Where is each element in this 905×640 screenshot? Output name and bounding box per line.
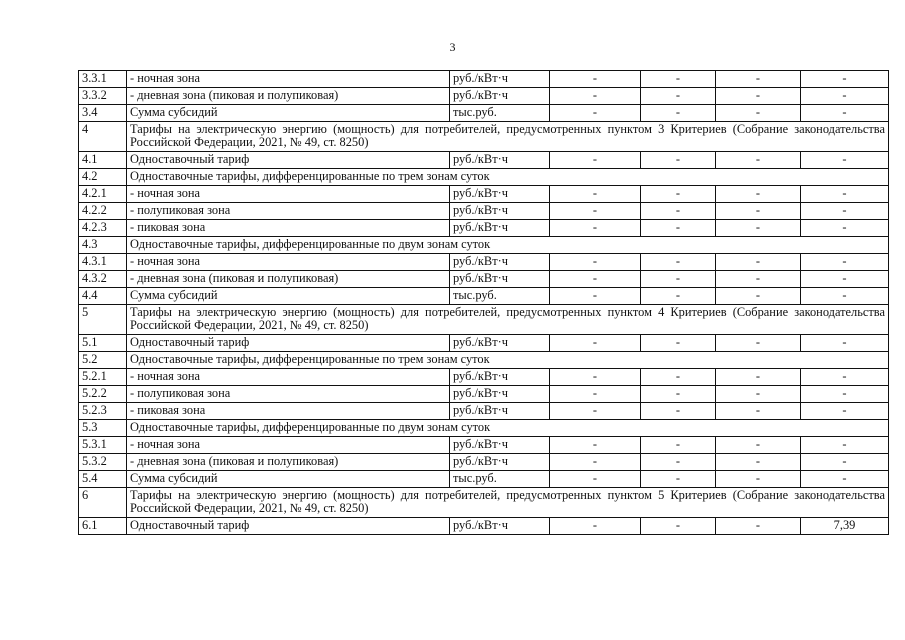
row-description: Одноставочный тариф [127, 518, 450, 535]
value-cell-3: - [716, 88, 801, 105]
value-cell-4: - [801, 369, 889, 386]
row-description: - пиковая зона [127, 220, 450, 237]
table-row [79, 305, 889, 335]
row-description: - пиковая зона [127, 403, 450, 420]
table-row [79, 203, 889, 220]
row-unit: руб./кВт·ч [450, 203, 550, 220]
tariff-table [78, 70, 889, 535]
value-cell-4: - [801, 105, 889, 122]
row-number: 5.4 [79, 471, 127, 488]
row-description: - ночная зона [127, 186, 450, 203]
table-row [79, 237, 889, 254]
row-unit: тыс.руб. [450, 105, 550, 122]
value-cell-4: - [801, 403, 889, 420]
page-number: 3 [449, 40, 456, 54]
table-row [79, 122, 889, 152]
row-number: 4.3 [79, 237, 127, 254]
row-description: - ночная зона [127, 369, 450, 386]
value-cell-1: - [550, 403, 641, 420]
section-heading: Тарифы на электрическую энергию (мощность) для потребителей, предусмотренных пунктом 4 Критериев (Собрание законодательства Российской Федерации, 2021, № 49, ст. 8250) [127, 305, 889, 335]
value-cell-1: - [550, 88, 641, 105]
value-cell-2: - [641, 254, 716, 271]
value-cell-4: - [801, 71, 889, 88]
section-heading: Тарифы на электрическую энергию (мощность) для потребителей, предусмотренных пунктом 3 Критериев (Собрание законодательства Российской Федерации, 2021, № 49, ст. 8250) [127, 122, 889, 152]
row-unit: руб./кВт·ч [450, 335, 550, 352]
table-row [79, 186, 889, 203]
table-row [79, 169, 889, 186]
value-cell-2: - [641, 105, 716, 122]
value-cell-3: - [716, 471, 801, 488]
row-number: 4.4 [79, 288, 127, 305]
value-cell-2: - [641, 186, 716, 203]
value-cell-1: - [550, 471, 641, 488]
value-cell-3: - [716, 369, 801, 386]
tariff-table-body [79, 71, 889, 535]
value-cell-1: - [550, 437, 641, 454]
value-cell-1: - [550, 271, 641, 288]
row-unit: руб./кВт·ч [450, 437, 550, 454]
row-number: 4.2 [79, 169, 127, 186]
row-unit: руб./кВт·ч [450, 152, 550, 169]
value-cell-1: - [550, 454, 641, 471]
row-number: 5.2.1 [79, 369, 127, 386]
table-row [79, 386, 889, 403]
row-unit: руб./кВт·ч [450, 71, 550, 88]
table-row [79, 454, 889, 471]
row-number: 3.4 [79, 105, 127, 122]
row-number: 5.2 [79, 352, 127, 369]
table-row [79, 71, 889, 88]
value-cell-2: - [641, 454, 716, 471]
value-cell-4: - [801, 454, 889, 471]
table-row [79, 403, 889, 420]
value-cell-3: - [716, 454, 801, 471]
section-heading: Одноставочные тарифы, дифференцированные по двум зонам суток [127, 420, 889, 437]
table-row [79, 271, 889, 288]
value-cell-4: - [801, 203, 889, 220]
table-row [79, 88, 889, 105]
value-cell-3: - [716, 437, 801, 454]
value-cell-2: - [641, 403, 716, 420]
table-row [79, 437, 889, 454]
row-number: 4.2.1 [79, 186, 127, 203]
value-cell-2: - [641, 71, 716, 88]
value-cell-2: - [641, 518, 716, 535]
table-row [79, 105, 889, 122]
row-description: Сумма субсидий [127, 471, 450, 488]
row-description: Одноставочный тариф [127, 152, 450, 169]
value-cell-4: 7,39 [801, 518, 889, 535]
row-number: 3.3.2 [79, 88, 127, 105]
value-cell-2: - [641, 88, 716, 105]
value-cell-4: - [801, 386, 889, 403]
row-number: 4.2.3 [79, 220, 127, 237]
table-row [79, 471, 889, 488]
row-number: 6 [79, 488, 127, 518]
row-unit: руб./кВт·ч [450, 454, 550, 471]
row-description: - ночная зона [127, 254, 450, 271]
row-number: 4.1 [79, 152, 127, 169]
value-cell-1: - [550, 186, 641, 203]
table-row [79, 518, 889, 535]
row-number: 5.2.2 [79, 386, 127, 403]
table-row [79, 288, 889, 305]
value-cell-2: - [641, 220, 716, 237]
row-description: - ночная зона [127, 71, 450, 88]
row-unit: руб./кВт·ч [450, 403, 550, 420]
value-cell-4: - [801, 186, 889, 203]
value-cell-3: - [716, 271, 801, 288]
table-row [79, 420, 889, 437]
row-number: 5.2.3 [79, 403, 127, 420]
row-number: 4 [79, 122, 127, 152]
value-cell-3: - [716, 186, 801, 203]
value-cell-4: - [801, 288, 889, 305]
value-cell-4: - [801, 271, 889, 288]
value-cell-4: - [801, 437, 889, 454]
table-row [79, 335, 889, 352]
value-cell-1: - [550, 152, 641, 169]
value-cell-3: - [716, 518, 801, 535]
row-number: 5.1 [79, 335, 127, 352]
value-cell-2: - [641, 386, 716, 403]
value-cell-3: - [716, 220, 801, 237]
value-cell-1: - [550, 203, 641, 220]
table-row [79, 488, 889, 518]
row-unit: руб./кВт·ч [450, 186, 550, 203]
value-cell-3: - [716, 403, 801, 420]
row-description: Одноставочный тариф [127, 335, 450, 352]
row-number: 4.2.2 [79, 203, 127, 220]
value-cell-4: - [801, 254, 889, 271]
row-description: - ночная зона [127, 437, 450, 454]
row-unit: тыс.руб. [450, 471, 550, 488]
value-cell-1: - [550, 71, 641, 88]
row-unit: руб./кВт·ч [450, 518, 550, 535]
value-cell-2: - [641, 271, 716, 288]
row-unit: руб./кВт·ч [450, 369, 550, 386]
table-row [79, 220, 889, 237]
value-cell-1: - [550, 105, 641, 122]
value-cell-4: - [801, 471, 889, 488]
row-unit: руб./кВт·ч [450, 254, 550, 271]
value-cell-1: - [550, 254, 641, 271]
table-row [79, 254, 889, 271]
value-cell-3: - [716, 254, 801, 271]
row-description: - дневная зона (пиковая и полупиковая) [127, 88, 450, 105]
value-cell-3: - [716, 288, 801, 305]
value-cell-3: - [716, 203, 801, 220]
row-description: - полупиковая зона [127, 203, 450, 220]
row-unit: тыс.руб. [450, 288, 550, 305]
row-number: 6.1 [79, 518, 127, 535]
value-cell-2: - [641, 369, 716, 386]
table-row [79, 352, 889, 369]
table-row [79, 369, 889, 386]
value-cell-2: - [641, 288, 716, 305]
row-description: - дневная зона (пиковая и полупиковая) [127, 454, 450, 471]
row-unit: руб./кВт·ч [450, 220, 550, 237]
value-cell-2: - [641, 152, 716, 169]
value-cell-1: - [550, 518, 641, 535]
value-cell-3: - [716, 71, 801, 88]
value-cell-2: - [641, 437, 716, 454]
row-description: - дневная зона (пиковая и полупиковая) [127, 271, 450, 288]
value-cell-4: - [801, 152, 889, 169]
row-number: 5.3.1 [79, 437, 127, 454]
row-number: 5.3.2 [79, 454, 127, 471]
value-cell-1: - [550, 220, 641, 237]
value-cell-1: - [550, 386, 641, 403]
table-row [79, 152, 889, 169]
row-unit: руб./кВт·ч [450, 271, 550, 288]
section-heading: Одноставочные тарифы, дифференцированные по двум зонам суток [127, 237, 889, 254]
value-cell-1: - [550, 369, 641, 386]
value-cell-3: - [716, 386, 801, 403]
value-cell-3: - [716, 152, 801, 169]
value-cell-4: - [801, 220, 889, 237]
value-cell-1: - [550, 288, 641, 305]
value-cell-2: - [641, 471, 716, 488]
value-cell-4: - [801, 88, 889, 105]
section-heading: Одноставочные тарифы, дифференцированные по трем зонам суток [127, 169, 889, 186]
value-cell-3: - [716, 105, 801, 122]
section-heading: Тарифы на электрическую энергию (мощность) для потребителей, предусмотренных пунктом 5 Критериев (Собрание законодательства Российской Федерации, 2021, № 49, ст. 8250) [127, 488, 889, 518]
value-cell-3: - [716, 335, 801, 352]
value-cell-2: - [641, 335, 716, 352]
row-description: Сумма субсидий [127, 105, 450, 122]
row-number: 4.3.2 [79, 271, 127, 288]
row-number: 5 [79, 305, 127, 335]
section-heading: Одноставочные тарифы, дифференцированные по трем зонам суток [127, 352, 889, 369]
row-unit: руб./кВт·ч [450, 386, 550, 403]
value-cell-2: - [641, 203, 716, 220]
value-cell-4: - [801, 335, 889, 352]
row-description: - полупиковая зона [127, 386, 450, 403]
row-number: 3.3.1 [79, 71, 127, 88]
value-cell-1: - [550, 335, 641, 352]
row-unit: руб./кВт·ч [450, 88, 550, 105]
row-number: 4.3.1 [79, 254, 127, 271]
row-number: 5.3 [79, 420, 127, 437]
row-description: Сумма субсидий [127, 288, 450, 305]
